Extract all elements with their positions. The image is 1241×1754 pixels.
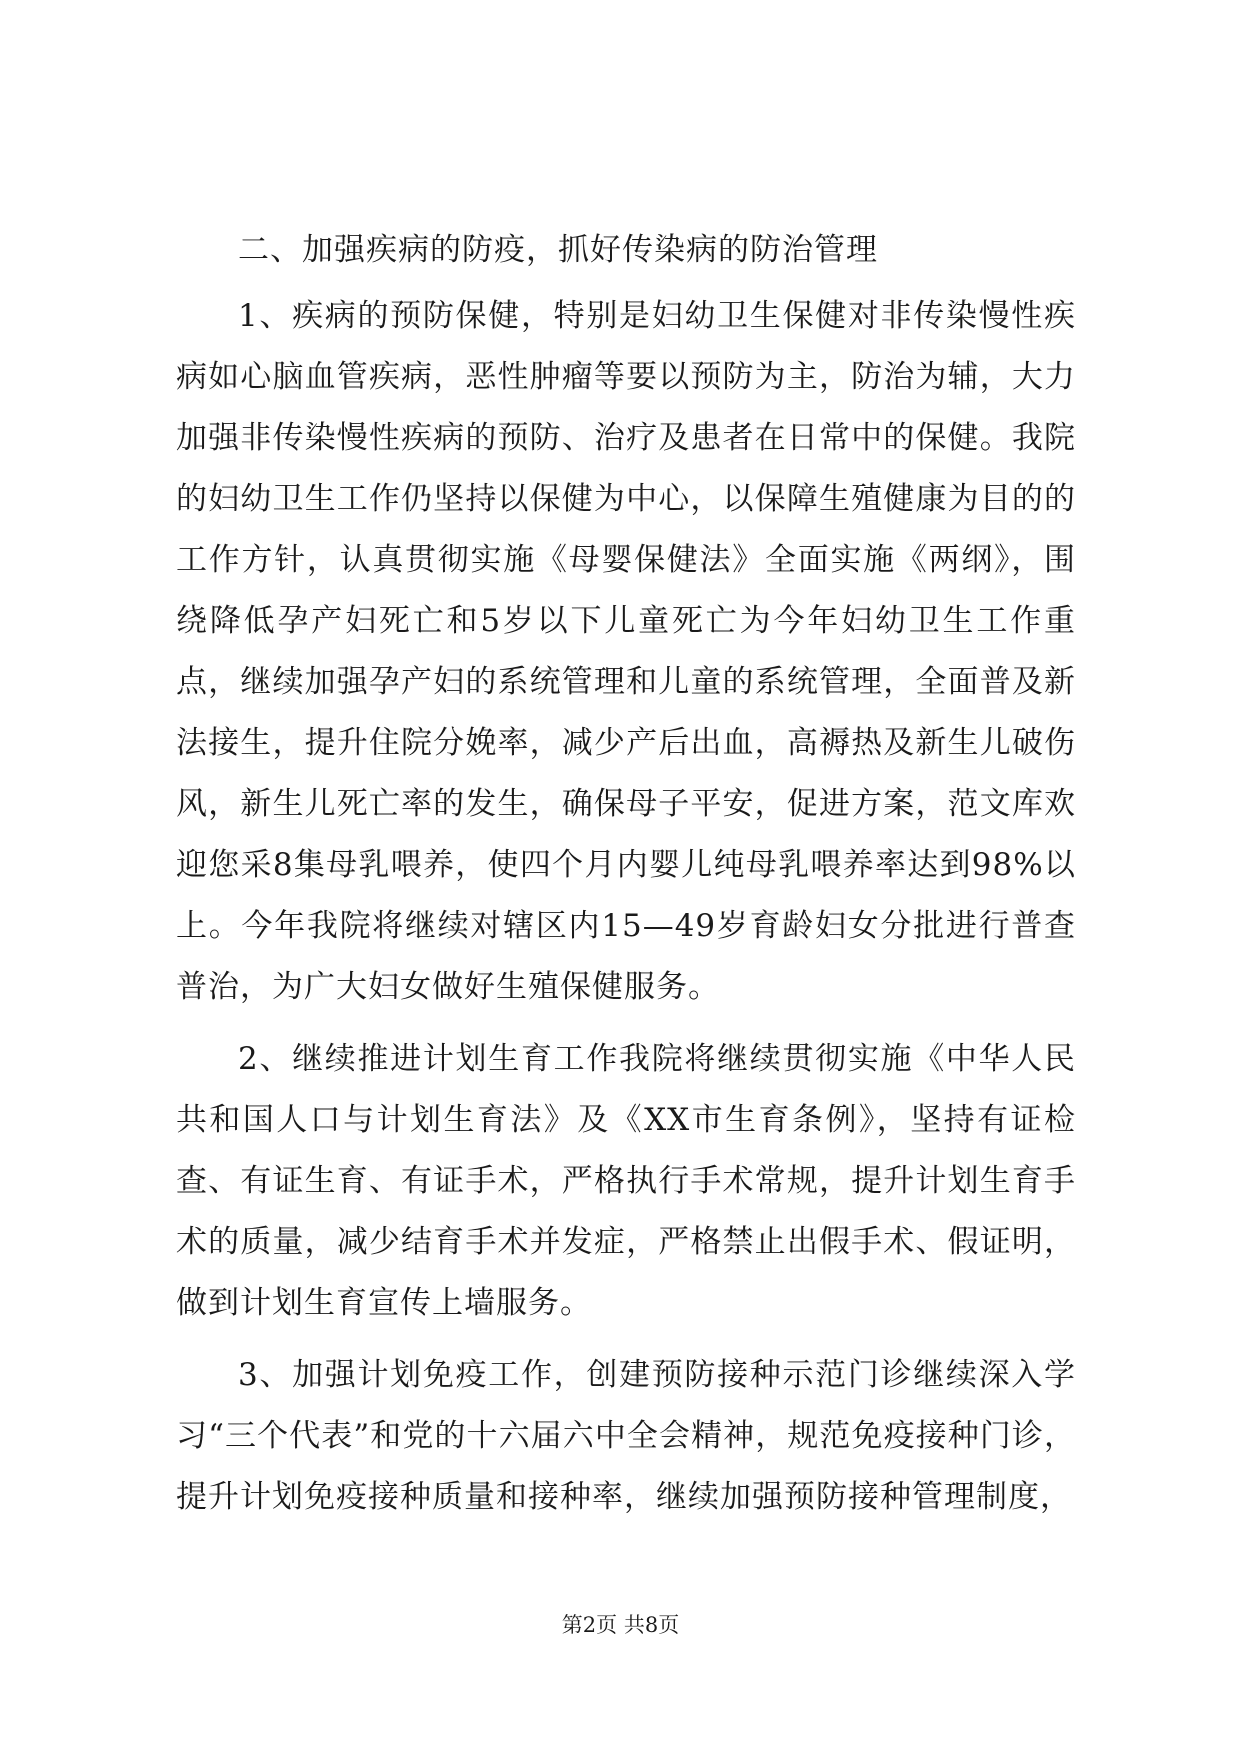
paragraph-1: 1、疾病的预防保健，特别是妇幼卫生保健对非传染慢性疾病如心脑血管疾病，恶性肿瘤等要以预防为主，防治为辅，大力加强非传染慢性疾病的预防、治疗及患者在日常中的保健。我院的妇幼卫生工作仍坚持以保健为中心，以保障生殖健康为目的的工作方针，认真贯彻实施《母婴保健法》全面实施《两纲》，围绕降低孕产妇死亡和5岁以下儿童死亡为今年妇幼卫生工作重点，继续加强孕产妇的系统管理和儿童的系统管理，全面普及新法接生，提升住院分娩率，减少产后出血，高褥热及新生儿破伤风，新生儿死亡率的发生，确保母子平安，促进方案，范文库欢迎您采8集母乳喂养，使四个月内婴儿纯母乳喂养率达到98%以上。今年我院将继续对辖区内15—49岁育龄妇女分批进行普查普治，为广大妇女做好生殖保健服务。 bbox=[176, 298, 1076, 1005]
page-footer: 第2页 共8页 bbox=[561, 1613, 680, 1637]
paragraph-2: 2、继续推进计划生育工作我院将继续贯彻实施《中华人民共和国人口与计划生育法》及《XX市生育条例》，坚持有证检查、有证生育、有证手术，严格执行手术常规，提升计划生育手术的质量，减少结育手术并发症，严格禁止出假手术、假证明，做到计划生育宣传上墙服务。 bbox=[176, 1041, 1076, 1321]
section-heading: 二、加强疾病的防疫，抓好传染病的防治管理 bbox=[238, 232, 878, 268]
document-body bbox=[176, 228, 1076, 1528]
paragraph-3: 3、加强计划免疫工作，创建预防接种示范门诊继续深入学习“三个代表”和党的十六届六中全会精神，规范免疫接种门诊，提升计划免疫接种质量和接种率，继续加强预防接种管理制度， bbox=[176, 1357, 1076, 1515]
